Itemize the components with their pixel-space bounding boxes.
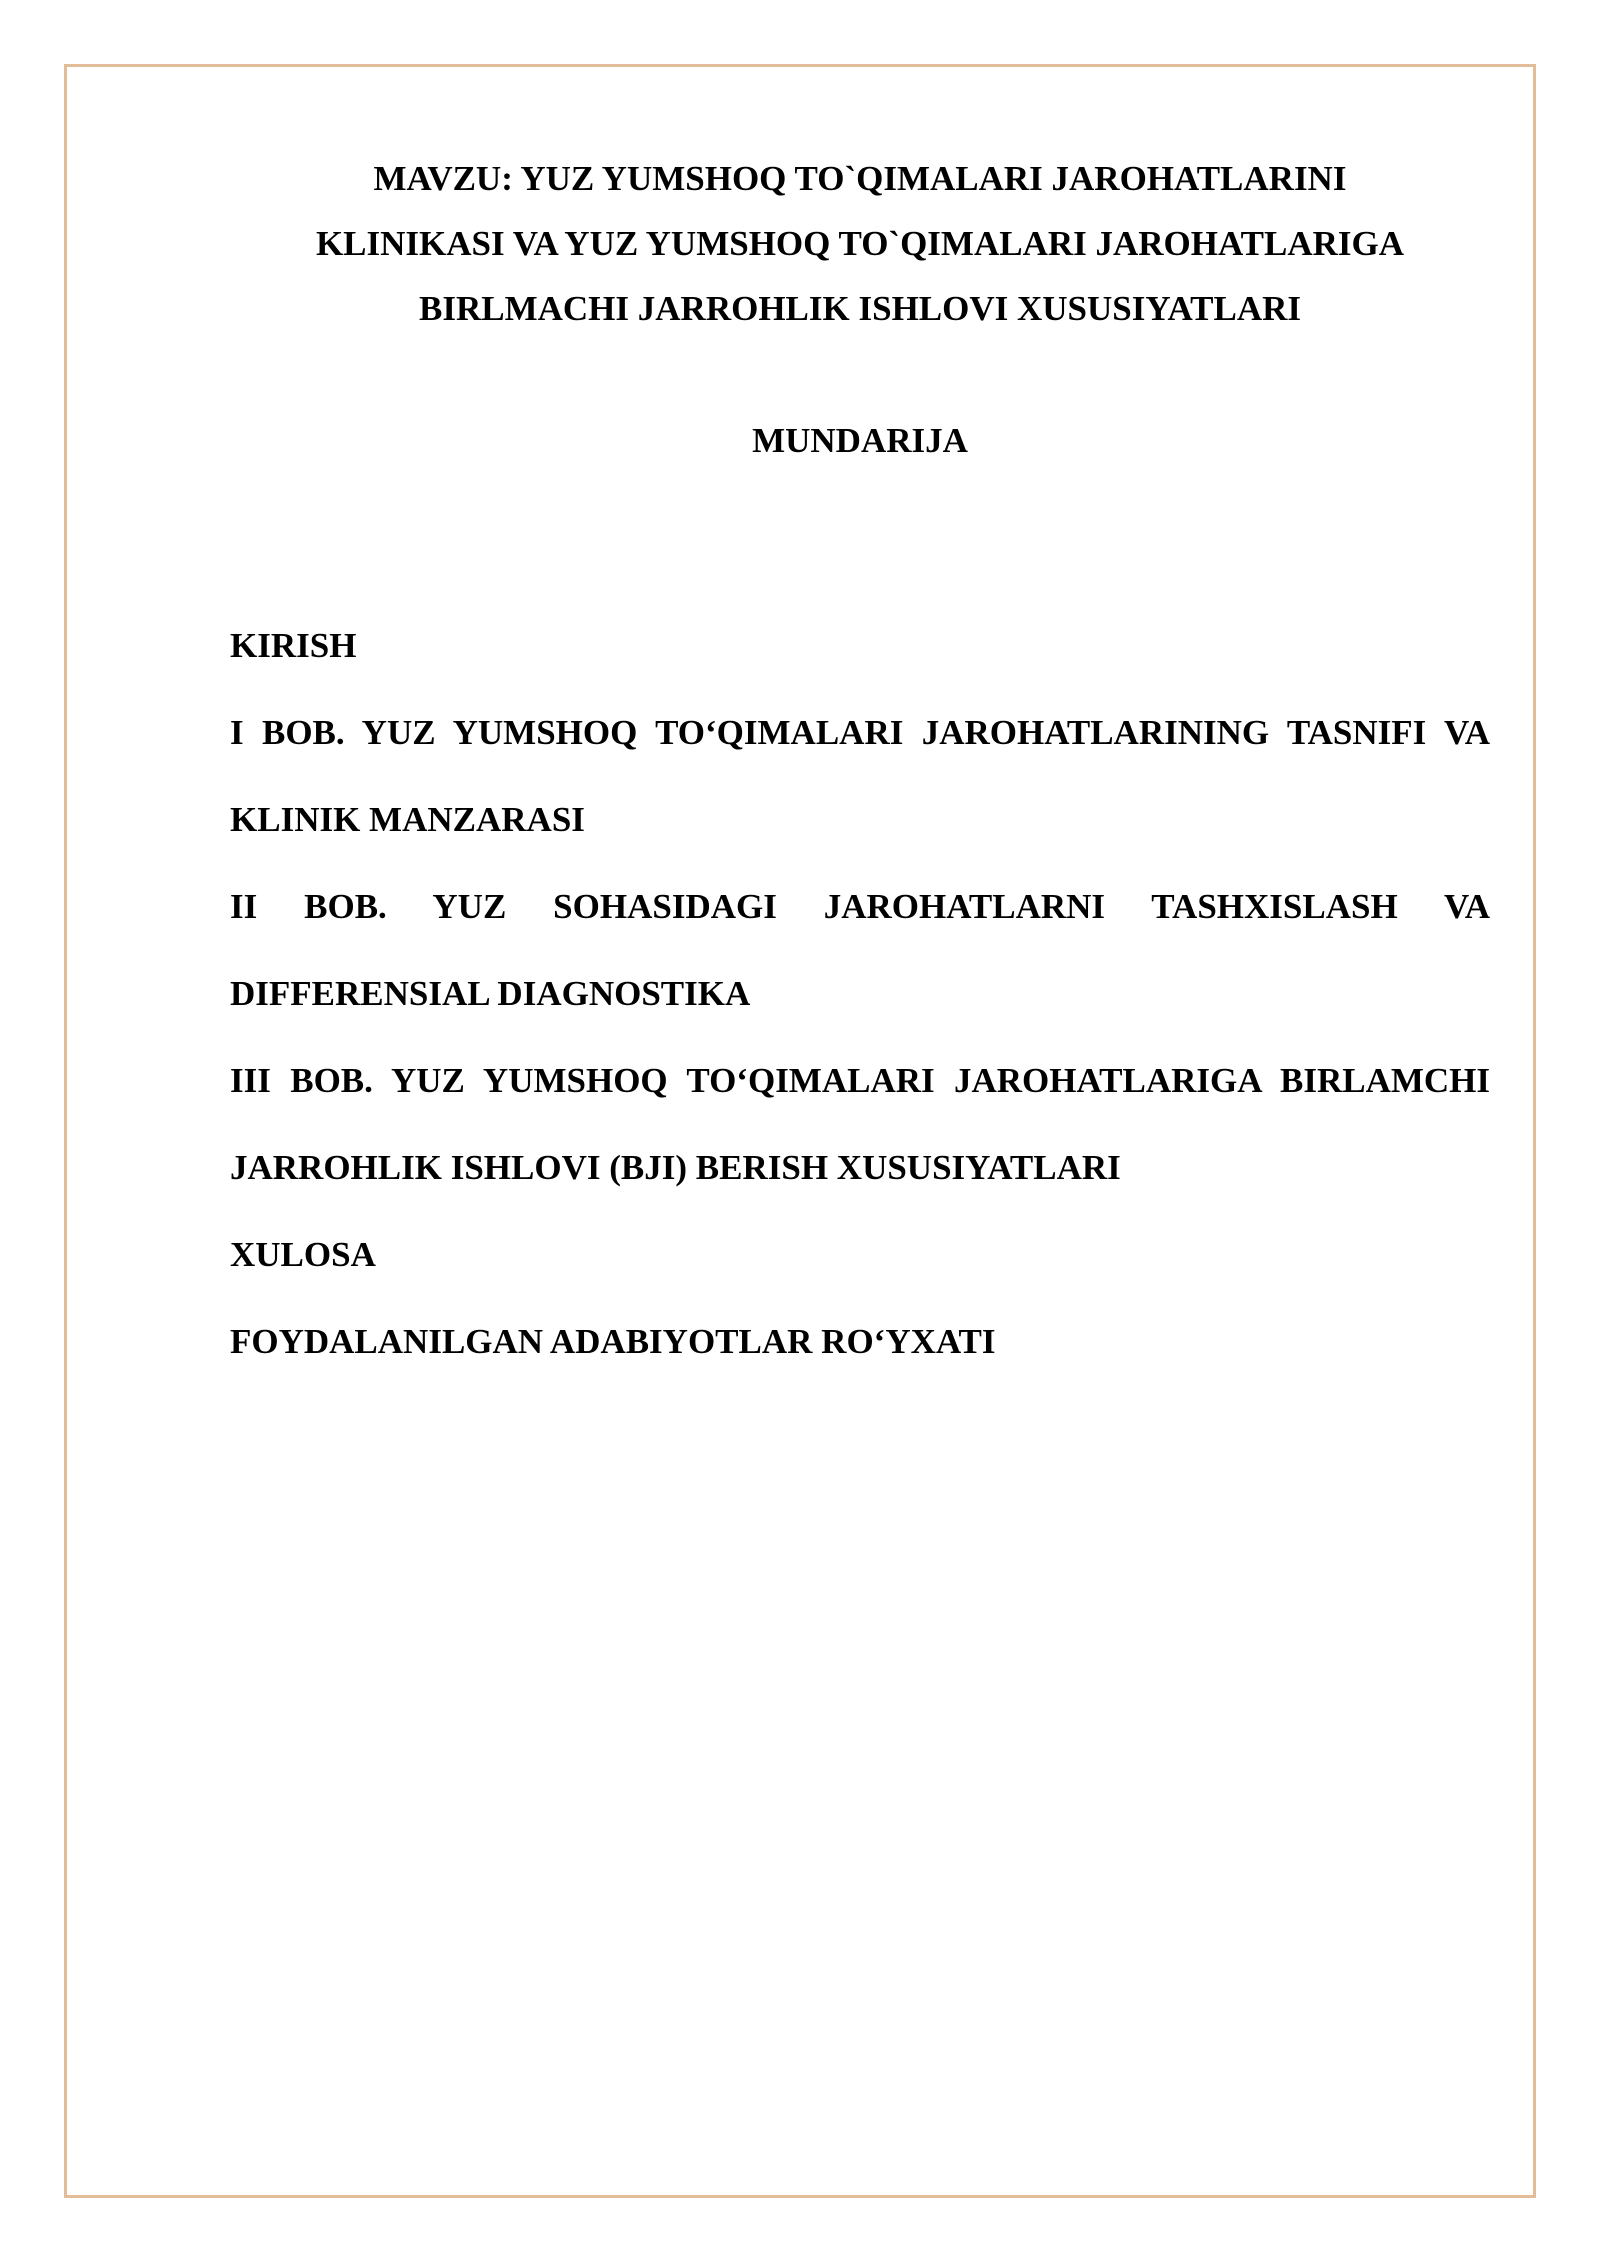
toc-heading: MUNDARIJA [752,421,968,460]
title-line-3: BIRLMACHI JARROHLIK ISHLOVI XUSUSIYATLARI [419,289,1301,328]
toc-item-references: FOYDALANILGAN ADABIYOTLAR RO‘YXATI [230,1322,996,1361]
document-title [230,146,1490,341]
table-of-contents [230,602,1490,1385]
title-line-1: MAVZU: YUZ YUMSHOQ TO`QIMALARI JAROHATLARINI [373,159,1347,198]
title-line-2: KLINIKASI VA YUZ YUMSHOQ TO`QIMALARI JAROHATLARIGA [315,224,1405,263]
toc-item-kirish: KIRISH [230,626,357,665]
toc-item-chapter-1: I BOB. YUZ YUMSHOQ TO‘QIMALARI JAROHATLARINING TASNIFI VA KLINIK MANZARASI [230,713,1490,839]
toc-item-xulosa: XULOSA [230,1235,376,1274]
toc-item-chapter-2: II BOB. YUZ SOHASIDAGI JAROHATLARNI TASHXISLASH VA DIFFERENSIAL DIAGNOSTIKA [230,887,1490,1013]
toc-item-chapter-3: III BOB. YUZ YUMSHOQ TO‘QIMALARI JAROHATLARIGA BIRLAMCHI JARROHLIK ISHLOVI (BJI) BERISH XUSUSIYATLARI [230,1061,1490,1187]
